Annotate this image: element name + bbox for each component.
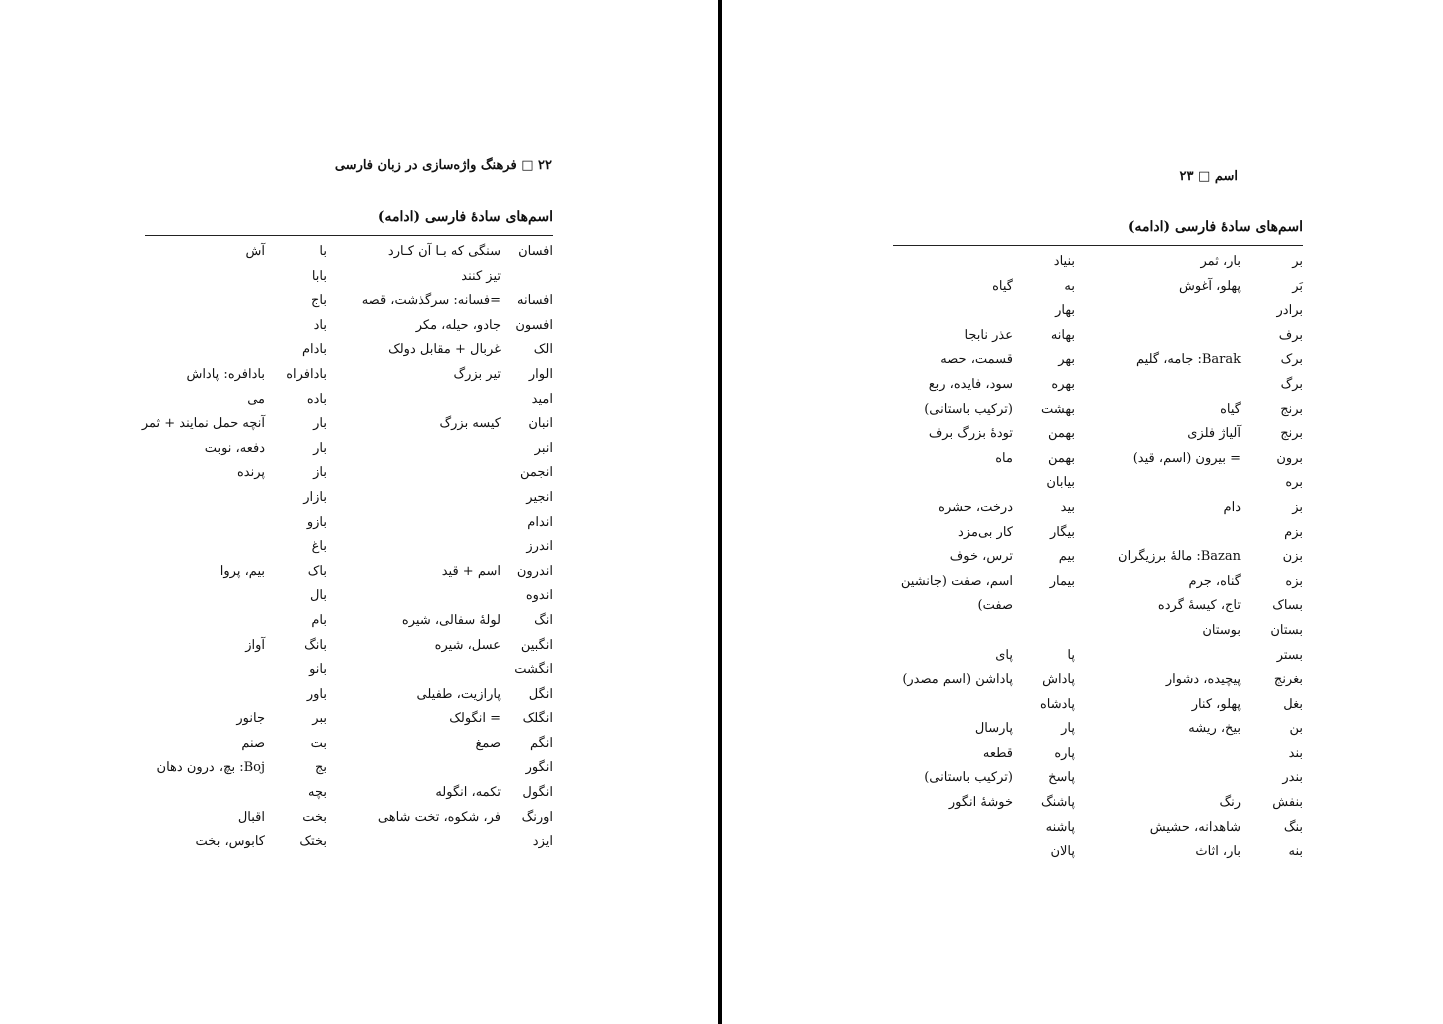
- headword-cell: بیمار: [1049, 573, 1075, 589]
- headword-cell: انگشت: [514, 662, 553, 678]
- headword-cell: پالان: [1050, 844, 1075, 860]
- definition-cell: Boj: بچ، درون دهان: [156, 760, 265, 776]
- definition-cell: سنگی که بـا آن کـارد: [387, 244, 501, 259]
- entry-row: [883, 398, 1303, 423]
- entry-row: [143, 289, 553, 314]
- definition-cell: عسل، شیره: [434, 637, 501, 653]
- headword-cell: بنه: [1288, 844, 1303, 860]
- headword-cell: ایزد: [532, 834, 553, 850]
- headword-cell: برادر: [1276, 303, 1303, 319]
- headword-cell: بن: [1289, 721, 1303, 737]
- headword-cell: باد: [313, 317, 327, 333]
- headword-cell: پاشنگ: [1040, 795, 1075, 811]
- headword-cell: بهمن: [1047, 450, 1075, 466]
- headword-cell: بغل: [1283, 696, 1303, 712]
- headword-cell: اندام: [527, 514, 553, 530]
- entry-row: [883, 275, 1303, 300]
- entry-row: [143, 781, 553, 806]
- entry-row: [883, 693, 1303, 718]
- headword-cell: انجیر: [526, 489, 553, 505]
- headword-cell: انگلک: [522, 711, 553, 727]
- definition-cell: قطعه: [982, 745, 1013, 761]
- headword-cell: انگم: [529, 735, 553, 751]
- definition-cell: بیخ، ریشه: [1188, 721, 1241, 737]
- definition-cell: بوستان: [1202, 622, 1241, 638]
- entry-row: [143, 830, 553, 855]
- headword-cell: انگول: [522, 785, 553, 801]
- headword-cell: اورنگ: [521, 809, 553, 825]
- entry-row: [883, 250, 1303, 275]
- definition-cell: اقبال: [237, 809, 265, 825]
- entry-row: [143, 265, 553, 290]
- definition-cell: آواز: [245, 637, 265, 653]
- headword-cell: بام: [311, 612, 327, 628]
- headword-cell: بچه: [308, 785, 327, 801]
- headword-cell: بند: [1288, 745, 1303, 761]
- book-gutter: [718, 0, 722, 1024]
- headword-cell: انگبین: [520, 637, 553, 653]
- headword-cell: بابا: [311, 268, 327, 284]
- headword-cell: انگل: [528, 686, 553, 702]
- headword-cell: بنگ: [1283, 819, 1303, 835]
- headword-cell: اندرون: [516, 563, 553, 579]
- headword-cell: بساک: [1272, 598, 1303, 614]
- headword-cell: بختک: [299, 834, 327, 850]
- headword-cell: بخت: [302, 809, 327, 825]
- definition-cell: (ترکیب باستانی): [924, 770, 1013, 786]
- entry-row: [883, 447, 1303, 472]
- right-page: [724, 0, 1443, 1024]
- word-list-left: [143, 240, 553, 855]
- entry-row: [883, 668, 1303, 693]
- entry-row: [883, 816, 1303, 841]
- headword-cell: بج: [314, 760, 327, 776]
- definition-cell: پارازیت، طفیلی: [416, 686, 501, 702]
- definition-cell: = انگولک: [449, 711, 501, 727]
- definition-cell: سود، فایده، ربع: [928, 376, 1013, 392]
- entry-row: [143, 658, 553, 683]
- headword-cell: بر: [1292, 254, 1303, 269]
- definition-cell: درخت، حشره: [938, 499, 1013, 515]
- definition-cell: بار، ثمر: [1200, 254, 1241, 269]
- entry-row: [143, 535, 553, 560]
- entry-row: [143, 707, 553, 732]
- entry-row: [883, 619, 1303, 644]
- definition-cell: خوشۀ انگور: [948, 795, 1013, 811]
- entry-row: [883, 594, 1303, 619]
- headword-cell: ببر: [312, 711, 327, 727]
- definition-cell: گیاه: [992, 278, 1013, 294]
- definition-cell: پهلو، کنار: [1191, 696, 1241, 712]
- headword-cell: بال: [309, 588, 327, 604]
- headword-cell: پاشنه: [1045, 819, 1075, 835]
- definition-cell: تیز کنند: [461, 268, 501, 284]
- definition-cell: پاداشن (اسم مصدر): [902, 672, 1013, 688]
- headword-cell: پاره: [1054, 745, 1075, 761]
- entry-row: [143, 609, 553, 634]
- entry-row: [143, 412, 553, 437]
- entry-row: [143, 683, 553, 708]
- entry-row: [883, 717, 1303, 742]
- definition-cell: ماه: [995, 450, 1013, 466]
- headword-cell: پا: [1067, 647, 1075, 663]
- headword-cell: باج: [311, 293, 327, 309]
- entry-row: [883, 373, 1303, 398]
- definition-cell: بیم، پروا: [219, 563, 265, 579]
- headword-cell: افسون: [515, 317, 553, 333]
- section-title-right: اسم‌های سادۀ فارسی (ادامه): [1127, 219, 1303, 235]
- entry-row: [143, 560, 553, 585]
- headword-cell: برنج: [1280, 401, 1303, 417]
- definition-cell: کابوس، بخت: [195, 834, 265, 850]
- entry-row: [143, 756, 553, 781]
- headword-cell: بادافراه: [286, 366, 327, 382]
- definition-cell: (ترکیب باستانی): [924, 401, 1013, 417]
- headword-cell: برنج: [1280, 426, 1303, 442]
- headword-cell: برون: [1276, 450, 1303, 466]
- entry-row: [143, 732, 553, 757]
- definition-cell: دفعه، نوبت: [204, 440, 265, 456]
- headword-cell: اندوه: [525, 588, 553, 604]
- headword-cell: بت: [310, 735, 327, 751]
- headword-cell: بیم: [1058, 549, 1075, 565]
- entry-row: [143, 437, 553, 462]
- headword-cell: بنفش: [1272, 795, 1303, 811]
- headword-cell: الوار: [528, 366, 553, 382]
- headword-cell: بهار: [1055, 303, 1075, 319]
- entry-row: [143, 240, 553, 265]
- headword-cell: بزم: [1284, 524, 1303, 540]
- definition-cell: اسم، صفت (جانشین: [900, 573, 1013, 589]
- definition-cell: آش: [245, 244, 265, 259]
- definition-cell: آلیاژ فلزی: [1187, 426, 1241, 442]
- definition-cell: Bazan: مالۀ برزیگران: [1118, 549, 1241, 565]
- running-head-right: اسم □ ۲۳: [1179, 169, 1238, 184]
- headword-cell: بزه: [1285, 573, 1303, 589]
- definition-cell: Barak: جامه، گلیم: [1136, 352, 1241, 368]
- entry-row: [883, 496, 1303, 521]
- headword-cell: بهر: [1058, 352, 1075, 368]
- definition-cell: تاج، کیسۀ گرده: [1157, 598, 1241, 614]
- headword-cell: بانو: [309, 662, 327, 678]
- headword-cell: بره: [1285, 475, 1303, 491]
- headword-cell: بغرنج: [1273, 672, 1303, 688]
- left-page: [0, 0, 718, 1024]
- headword-cell: بادام: [301, 342, 327, 358]
- definition-cell: جادو، حیله، مکر: [415, 317, 501, 333]
- headword-cell: پاسخ: [1048, 770, 1075, 786]
- headword-cell: باده: [306, 391, 327, 407]
- headword-cell: افسان: [518, 244, 553, 259]
- entry-row: [883, 742, 1303, 767]
- entry-row: [883, 348, 1303, 373]
- headword-cell: بز: [1292, 499, 1303, 515]
- entry-row: [143, 806, 553, 831]
- definition-cell: قسمت، حصه: [940, 352, 1013, 368]
- headword-cell: باز: [313, 465, 327, 481]
- headword-cell: باک: [307, 563, 327, 579]
- word-list-right: [883, 250, 1303, 865]
- entry-row: [883, 521, 1303, 546]
- definition-cell: ترس، خوف: [949, 549, 1013, 565]
- entry-row: [883, 422, 1303, 447]
- entry-row: [143, 511, 553, 536]
- definition-cell: تیر بزرگ: [453, 366, 501, 382]
- entry-row: [143, 461, 553, 486]
- headword-cell: بازار: [303, 489, 327, 505]
- definition-cell: اسم + قید: [441, 563, 501, 579]
- title-rule-right: [893, 245, 1303, 246]
- entry-row: [883, 791, 1303, 816]
- headword-cell: الک: [533, 342, 553, 358]
- definition-cell: کار بی‌مزد: [958, 524, 1013, 540]
- headword-cell: بانگ: [304, 637, 327, 653]
- headword-cell: انبر: [534, 440, 553, 456]
- headword-cell: باور: [306, 686, 327, 702]
- headword-cell: پادشاه: [1039, 696, 1075, 712]
- headword-cell: بار: [313, 416, 327, 432]
- entry-row: [883, 644, 1303, 669]
- definition-cell: دام: [1223, 499, 1241, 515]
- entry-row: [143, 634, 553, 659]
- headword-cell: انجمن: [519, 465, 553, 481]
- title-rule-left: [145, 235, 553, 236]
- headword-cell: باغ: [311, 539, 327, 555]
- entry-row: [143, 584, 553, 609]
- headword-cell: پار: [1061, 721, 1075, 737]
- definition-cell: رنگ: [1219, 795, 1241, 811]
- entry-row: [883, 840, 1303, 865]
- definition-cell: می: [247, 391, 265, 407]
- entry-row: [883, 545, 1303, 570]
- definition-cell: پرنده: [236, 465, 265, 481]
- entry-row: [143, 314, 553, 339]
- definition-cell: = بیرون (اسم، قید): [1132, 450, 1241, 466]
- headword-cell: بنیاد: [1053, 254, 1075, 269]
- headword-cell: برف: [1278, 327, 1303, 343]
- definition-cell: بار، اثاث: [1195, 844, 1241, 860]
- headword-cell: بهانه: [1050, 327, 1075, 343]
- entry-row: [143, 338, 553, 363]
- entry-row: [883, 766, 1303, 791]
- definition-cell: آنچه حمل نمایند + ثمر: [141, 416, 265, 432]
- headword-cell: بستان: [1270, 622, 1303, 638]
- headword-cell: بستر: [1276, 647, 1303, 663]
- headword-cell: برک: [1280, 352, 1303, 368]
- definition-cell: لولۀ سفالی، شیره: [401, 612, 501, 628]
- headword-cell: بندر: [1282, 770, 1303, 786]
- definition-cell: پای: [995, 647, 1013, 663]
- definition-cell: گیاه: [1220, 401, 1241, 417]
- entry-row: [883, 324, 1303, 349]
- entry-row: [143, 486, 553, 511]
- headword-cell: بَر: [1292, 278, 1303, 294]
- definition-cell: صمغ: [475, 735, 501, 751]
- headword-cell: بهره: [1051, 376, 1075, 392]
- headword-cell: بیگار: [1050, 524, 1075, 540]
- definition-cell: پهلو، آغوش: [1179, 278, 1241, 294]
- definition-cell: عذر نابجا: [964, 327, 1013, 343]
- headword-cell: انبان: [528, 416, 553, 432]
- definition-cell: فر، شکوه، تخت شاهی: [377, 809, 501, 825]
- entry-row: [143, 363, 553, 388]
- definition-cell: صفت): [977, 598, 1013, 614]
- definition-cell: تکمه، انگوله: [435, 785, 501, 801]
- headword-cell: برگ: [1280, 376, 1303, 392]
- definition-cell: صنم: [241, 735, 265, 751]
- definition-cell: پیچیده، دشوار: [1165, 672, 1241, 688]
- entry-row: [883, 471, 1303, 496]
- headword-cell: بزن: [1282, 549, 1303, 565]
- headword-cell: بهمن: [1047, 426, 1075, 442]
- headword-cell: به: [1064, 278, 1075, 294]
- definition-cell: =فسانه: سرگذشت، قصه: [361, 293, 501, 309]
- headword-cell: بازو: [306, 514, 327, 530]
- entry-row: [143, 388, 553, 413]
- running-head-left: ۲۲ □ فرهنگ واژه‌سازی در زبان فارسی: [334, 158, 552, 173]
- headword-cell: بیابان: [1046, 475, 1075, 491]
- entry-row: [883, 570, 1303, 595]
- definition-cell: کیسه بزرگ: [439, 416, 501, 432]
- headword-cell: انگ: [534, 612, 553, 628]
- headword-cell: امید: [531, 391, 553, 407]
- definition-cell: شاهدانه، حشیش: [1149, 819, 1241, 835]
- definition-cell: پارسال: [974, 721, 1013, 737]
- headword-cell: بید: [1060, 499, 1075, 515]
- section-title-left: اسم‌های سادۀ فارسی (ادامه): [377, 209, 553, 225]
- definition-cell: جانور: [236, 711, 265, 727]
- headword-cell: انگور: [525, 760, 553, 776]
- headword-cell: افسانه: [517, 293, 553, 309]
- headword-cell: پاداش: [1042, 672, 1075, 688]
- headword-cell: با: [319, 244, 327, 259]
- definition-cell: تودۀ بزرگ برف: [928, 426, 1013, 442]
- headword-cell: بار: [313, 440, 327, 456]
- definition-cell: غربال + مقابل دولک: [388, 342, 501, 358]
- entry-row: [883, 299, 1303, 324]
- headword-cell: بهشت: [1041, 401, 1075, 417]
- definition-cell: بادافره: پاداش: [186, 366, 265, 382]
- headword-cell: اندرز: [526, 539, 553, 555]
- definition-cell: گناه، جرم: [1188, 573, 1241, 589]
